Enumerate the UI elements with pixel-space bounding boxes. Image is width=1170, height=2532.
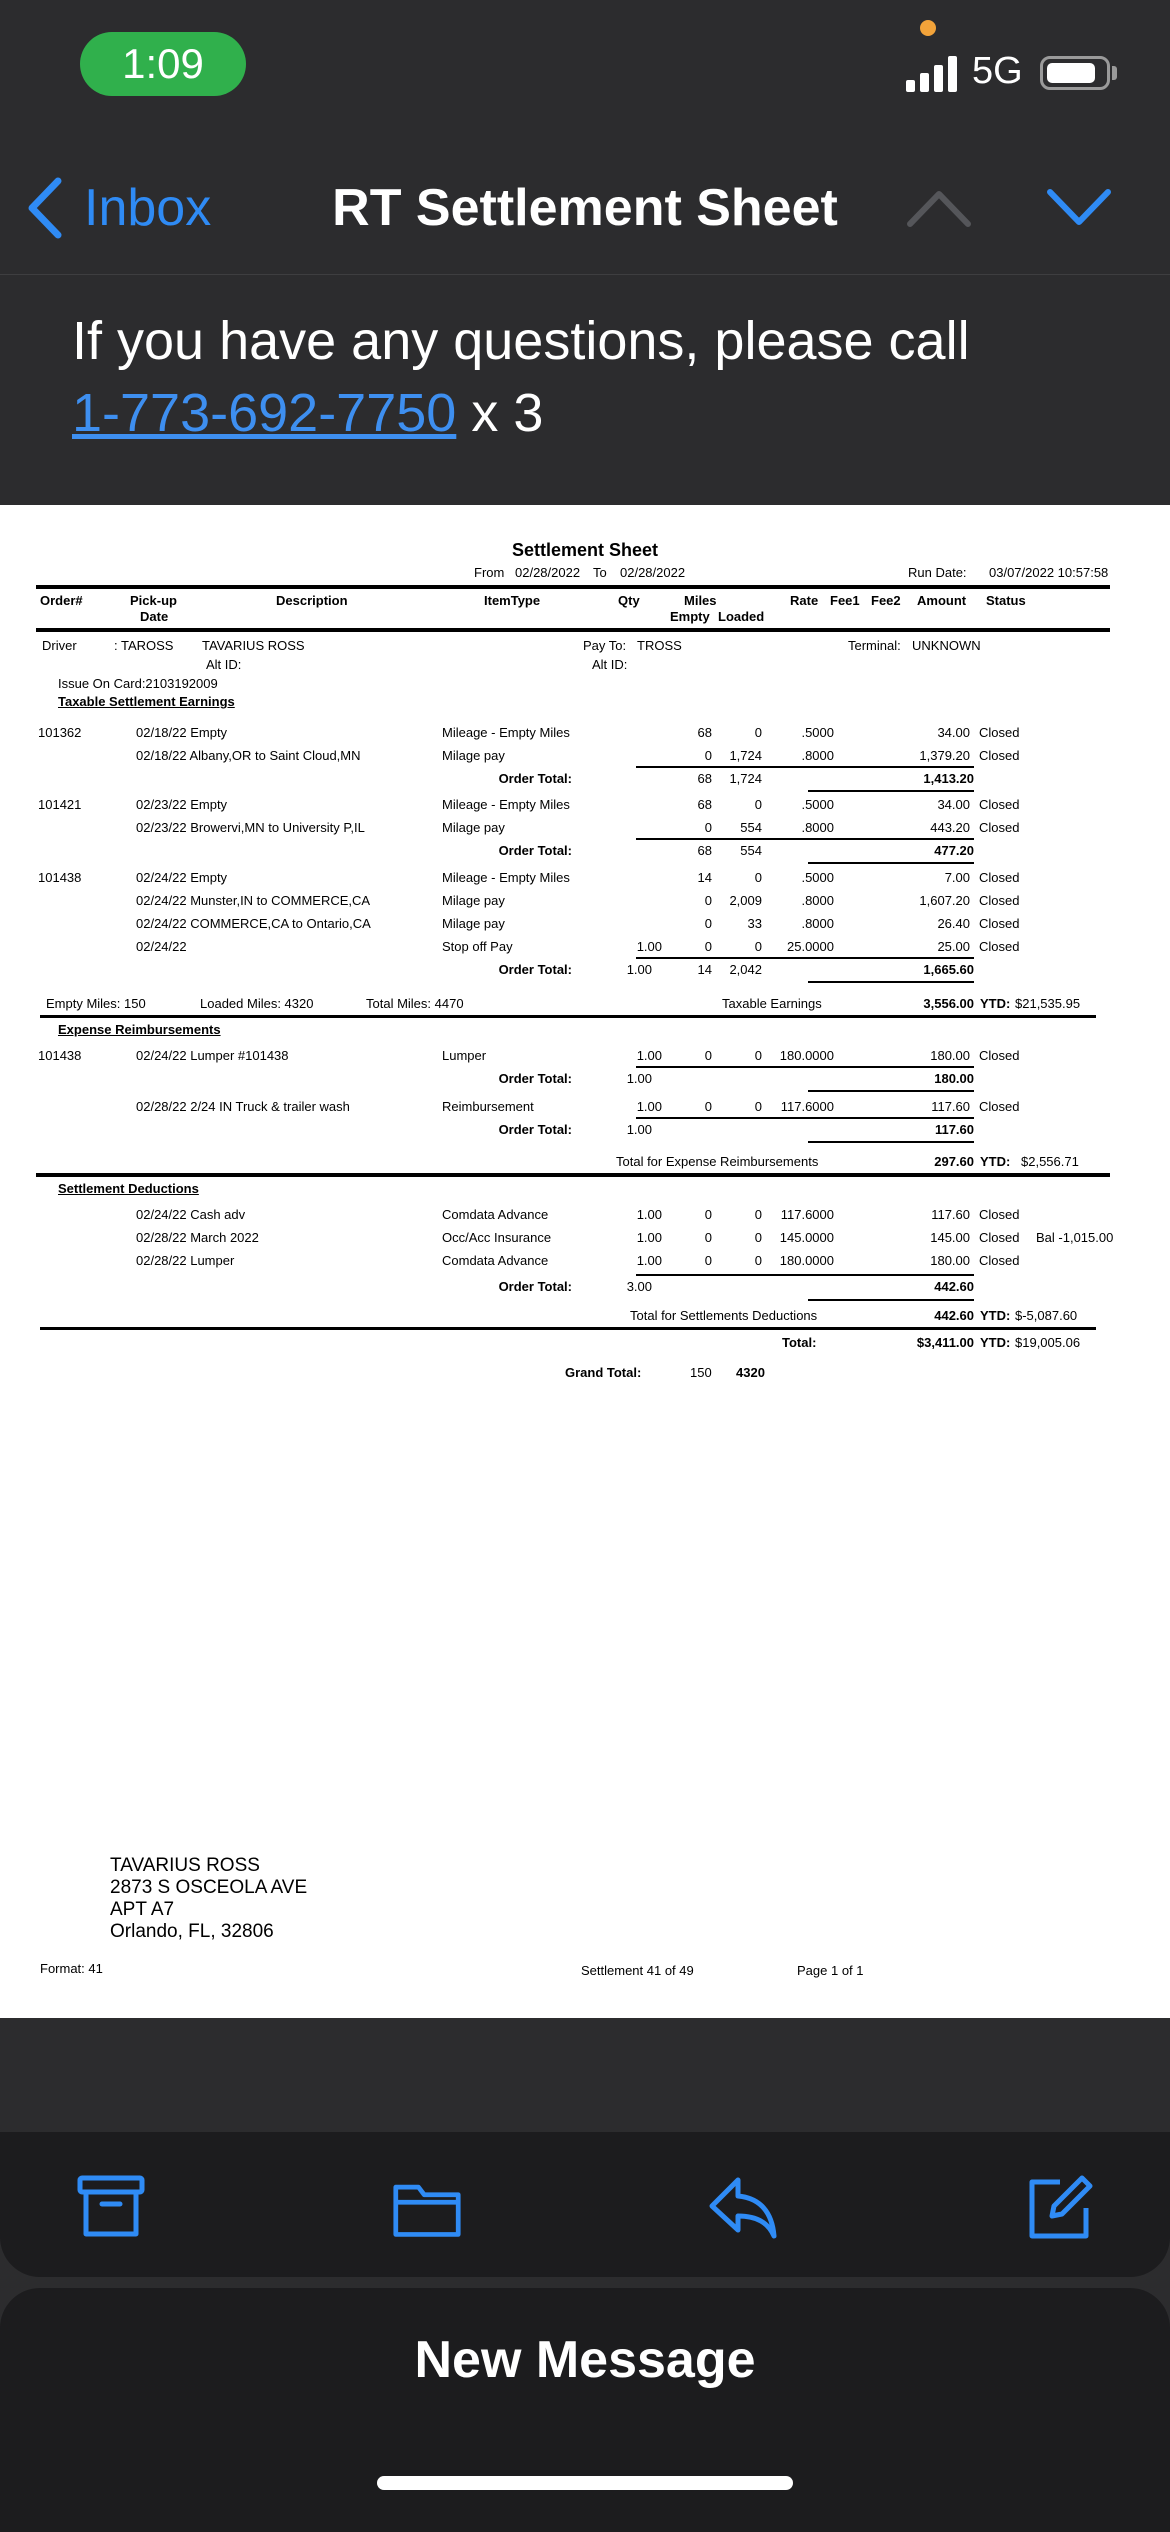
bottom-toolbar	[0, 2132, 1170, 2277]
header-pickup: Pick-up	[130, 593, 177, 608]
new-message-sheet[interactable]	[0, 2288, 1170, 2532]
run-date-label: Run Date:	[908, 565, 967, 580]
row-loaded-miles: 0	[754, 1048, 762, 1063]
row-loaded-miles: 0	[754, 1207, 762, 1222]
back-to-inbox-button[interactable]	[22, 170, 211, 246]
header-fee2: Fee2	[871, 593, 901, 608]
subtotal-rule	[636, 1117, 974, 1119]
row-empty-miles: 0	[704, 893, 712, 908]
subtotal-rule	[636, 957, 974, 959]
folder-icon[interactable]	[392, 2172, 462, 2242]
row-empty-miles: 0	[704, 1099, 712, 1114]
deduction-ytd: $-5,087.60	[1015, 1308, 1078, 1323]
row-description: 02/24/22 Lumper #101438	[136, 1048, 289, 1063]
next-message-chevron-down-icon[interactable]	[1044, 182, 1114, 232]
cellular-signal-icon	[906, 56, 958, 92]
summary-empty-miles: Empty Miles: 150	[46, 996, 146, 1011]
alt-id-label-2: Alt ID:	[592, 657, 628, 672]
order-total-label: Order Total:	[498, 771, 572, 786]
order-total-rule	[808, 981, 974, 983]
order-total-label: Order Total:	[498, 1071, 572, 1086]
row-amount: 180.00	[930, 1048, 970, 1063]
order-total-loaded: 554	[740, 843, 762, 858]
taxable-ytd: $21,535.95	[1015, 996, 1081, 1011]
expense-total-label: Total for Expense Reimbursements	[616, 1154, 819, 1169]
order-total-empty: 68	[697, 843, 712, 858]
taxable-ytd-label: YTD:	[980, 996, 1011, 1011]
row-qty: 1.00	[636, 1207, 662, 1222]
order-total-qty: 1.00	[626, 962, 652, 977]
deduction-subtotal-rule	[636, 1274, 974, 1276]
order-total-amount: 1,413.20	[923, 771, 974, 786]
reply-icon[interactable]	[708, 2172, 778, 2242]
row-item-type: Occ/Acc Insurance	[442, 1230, 552, 1245]
order-total-amount: 1,665.60	[923, 962, 974, 977]
row-amount: 7.00	[944, 870, 970, 885]
row-status: Closed	[979, 1048, 1020, 1063]
deduction-order-total-label: Order Total:	[498, 1279, 572, 1294]
row-item-type: Comdata Advance	[442, 1253, 549, 1268]
address-line-4: Orlando, FL, 32806	[110, 1921, 274, 1942]
row-rate: .8000	[801, 916, 834, 931]
row-rate: .5000	[801, 870, 834, 885]
row-qty: 1.00	[636, 1230, 662, 1245]
row-loaded-miles: 0	[754, 1099, 762, 1114]
settlement-count: Settlement 41 of 49	[581, 1963, 694, 1978]
header-description: Description	[276, 593, 348, 608]
row-loaded-miles: 554	[740, 820, 762, 835]
row-amount: 34.00	[937, 725, 970, 740]
order-total-label: Order Total:	[498, 843, 572, 858]
driver-code: : TAROSS	[114, 638, 174, 653]
row-status: Closed	[979, 1253, 1020, 1268]
section-taxable-earnings: Taxable Settlement Earnings	[58, 694, 235, 709]
summary-total-miles: Total Miles: 4470	[366, 996, 464, 1011]
grand-total-empty: 150	[690, 1365, 712, 1380]
order-total-qty: 1.00	[626, 1071, 652, 1086]
network-type: 5G	[972, 50, 1023, 92]
address-line-3: APT A7	[110, 1899, 175, 1920]
driver-name: TAVARIUS ROSS	[202, 638, 305, 653]
pay-to-label: Pay To:	[583, 638, 627, 653]
header-order: Order#	[40, 593, 83, 608]
row-qty: 1.00	[636, 1099, 662, 1114]
order-total-label: Order Total:	[498, 962, 572, 977]
order-total-rule	[808, 790, 974, 792]
row-loaded-miles: 33	[747, 916, 762, 931]
row-rate: .8000	[801, 748, 834, 763]
grand-total-label: Grand Total:	[565, 1365, 642, 1380]
row-rate: .8000	[801, 820, 834, 835]
grand-total-loaded: 4320	[736, 1365, 765, 1380]
row-loaded-miles: 0	[754, 725, 762, 740]
deduction-order-total-qty: 3.00	[626, 1279, 652, 1294]
row-amount: 117.60	[931, 1099, 970, 1114]
row-empty-miles: 0	[704, 916, 712, 931]
deduction-total-rule	[808, 1299, 974, 1301]
row-item-type: Milage pay	[442, 748, 505, 763]
row-amount: 145.00	[930, 1230, 970, 1245]
row-description: 02/24/22	[136, 939, 187, 954]
order-total-qty: 1.00	[626, 1122, 652, 1137]
row-rate: 180.0000	[779, 1048, 834, 1063]
settlement-sheet-document	[0, 505, 1170, 2018]
to-date: 02/28/2022	[620, 565, 686, 580]
row-rate: 117.6000	[780, 1207, 834, 1222]
row-rate: 180.0000	[779, 1253, 834, 1268]
terminal-label: Terminal:	[848, 638, 901, 653]
row-amount: 117.60	[931, 1207, 970, 1222]
archive-icon[interactable]	[76, 2172, 146, 2242]
row-description: 02/18/22 Empty	[136, 725, 228, 740]
row-item-type: Mileage - Empty Miles	[442, 725, 570, 740]
row-status: Closed	[979, 725, 1020, 740]
row-description: 02/23/22 Empty	[136, 797, 228, 812]
row-loaded-miles: 0	[754, 870, 762, 885]
alt-id-label: Alt ID:	[206, 657, 242, 672]
subtotal-rule	[636, 838, 974, 840]
order-total-empty: 14	[697, 962, 712, 977]
summary-rule	[40, 1015, 1096, 1018]
row-description: 02/24/22 COMMERCE,CA to Ontario,CA	[136, 916, 371, 931]
row-loaded-miles: 1,724	[729, 748, 762, 763]
row-description: 02/28/22 Lumper	[136, 1253, 235, 1268]
row-order-number: 101438	[38, 870, 82, 885]
order-total-amount: 117.60	[934, 1122, 974, 1137]
row-rate: 145.0000	[779, 1230, 834, 1245]
new-message-title[interactable]: New Message	[414, 2331, 756, 2389]
section-expense-reimbursements: Expense Reimbursements	[58, 1022, 221, 1037]
row-order-number: 101438	[38, 1048, 82, 1063]
order-total-rule	[808, 1090, 974, 1092]
phone-number-link[interactable]: 1-773-692-7750	[72, 383, 457, 443]
row-order-number: 101362	[38, 725, 82, 740]
battery-icon	[1040, 56, 1110, 90]
header-date: Date	[140, 609, 169, 624]
row-description: 02/18/22 Albany,OR to Saint Cloud,MN	[136, 748, 361, 763]
deduction-total-label: Total for Settlements Deductions	[630, 1308, 818, 1323]
chevron-left-icon	[22, 175, 68, 241]
row-status: Closed	[979, 820, 1020, 835]
header-rate: Rate	[790, 593, 819, 608]
row-status: Closed	[979, 916, 1020, 931]
row-description: 02/28/22 2/24 IN Truck & trailer wash	[136, 1099, 350, 1114]
from-date: 02/28/2022	[515, 565, 581, 580]
row-amount: 443.20	[930, 820, 970, 835]
grand-rule	[40, 1327, 1096, 1330]
pay-to: TROSS	[637, 638, 682, 653]
row-loaded-miles: 2,009	[729, 893, 762, 908]
row-amount: 26.40	[937, 916, 970, 931]
total-label: Total:	[782, 1335, 817, 1350]
row-description: 02/28/22 March 2022	[136, 1230, 259, 1245]
row-empty-miles: 68	[697, 725, 712, 740]
deduction-total: 442.60	[934, 1308, 974, 1323]
row-status: Closed	[979, 1207, 1020, 1222]
row-description: 02/24/22 Cash adv	[136, 1207, 246, 1222]
header-top-rule	[36, 585, 1110, 589]
order-total-amount: 477.20	[934, 843, 974, 858]
row-qty: 1.00	[636, 1048, 662, 1063]
subtotal-rule	[636, 1066, 974, 1068]
row-status: Closed	[979, 939, 1020, 954]
deduction-ytd-label: YTD:	[980, 1308, 1011, 1323]
row-status: Closed	[979, 1099, 1020, 1114]
row-item-type: Lumper	[442, 1048, 487, 1063]
taxable-earnings-amount: 3,556.00	[923, 996, 974, 1011]
message-text: If you have any questions, please call	[72, 311, 970, 371]
to-label: To	[593, 565, 607, 580]
issue-on-card: Issue On Card:2103192009	[58, 676, 218, 691]
message-subject-title: RT Settlement Sheet	[332, 179, 838, 237]
row-item-type: Milage pay	[442, 916, 505, 931]
row-amount: 25.00	[937, 939, 970, 954]
row-amount: 1,607.20	[919, 893, 970, 908]
row-description: 02/23/22 Browervi,MN to University P,IL	[136, 820, 365, 835]
format-label: Format: 41	[40, 1961, 103, 1976]
address-line-1: TAVARIUS ROSS	[110, 1855, 260, 1876]
order-total-empty: 68	[697, 771, 712, 786]
total-ytd: $19,005.06	[1015, 1335, 1081, 1350]
row-empty-miles: 0	[704, 1253, 712, 1268]
order-total-label: Order Total:	[498, 1122, 572, 1137]
summary-loaded-miles: Loaded Miles: 4320	[200, 996, 314, 1011]
from-label: From	[474, 565, 505, 580]
row-order-number: 101421	[38, 797, 82, 812]
row-empty-miles: 0	[704, 820, 712, 835]
home-indicator[interactable]	[377, 2476, 793, 2490]
expense-total: 297.60	[934, 1154, 974, 1169]
row-amount: 34.00	[937, 797, 970, 812]
row-loaded-miles: 0	[754, 1230, 762, 1245]
row-item-type: Comdata Advance	[442, 1207, 549, 1222]
page-count: Page 1 of 1	[797, 1963, 864, 1978]
order-total-amount: 180.00	[934, 1071, 974, 1086]
row-item-type: Mileage - Empty Miles	[442, 870, 570, 885]
expense-ytd: $2,556.71	[1021, 1154, 1079, 1169]
row-item-type: Milage pay	[442, 820, 505, 835]
compose-icon[interactable]	[1024, 2172, 1094, 2242]
header-bottom-rule	[36, 628, 1110, 632]
row-loaded-miles: 0	[754, 797, 762, 812]
order-total-loaded: 1,724	[729, 771, 762, 786]
row-amount: 1,379.20	[919, 748, 970, 763]
header-loaded: Loaded	[718, 609, 765, 624]
row-description: 02/24/22 Empty	[136, 870, 228, 885]
row-balance: Bal -1,015.00	[1036, 1230, 1114, 1245]
row-description: 02/24/22 Munster,IN to COMMERCE,CA	[136, 893, 371, 908]
row-item-type: Milage pay	[442, 893, 505, 908]
address-line-2: 2873 S OSCEOLA AVE	[110, 1877, 308, 1898]
row-loaded-miles: 0	[754, 939, 762, 954]
row-status: Closed	[979, 893, 1020, 908]
privacy-indicator-dot	[920, 20, 936, 36]
header-amount: Amount	[917, 593, 967, 608]
row-empty-miles: 68	[697, 797, 712, 812]
row-rate: 25.0000	[787, 939, 834, 954]
row-empty-miles: 0	[704, 939, 712, 954]
header-itemtype: ItemType	[484, 593, 541, 608]
phone-extension: x 3	[456, 383, 544, 443]
header-status: Status	[986, 593, 1026, 608]
row-status: Closed	[979, 1230, 1020, 1245]
row-item-type: Mileage - Empty Miles	[442, 797, 570, 812]
row-empty-miles: 0	[704, 1207, 712, 1222]
row-rate: .5000	[801, 797, 834, 812]
row-status: Closed	[979, 797, 1020, 812]
run-date: 03/07/2022 10:57:58	[989, 565, 1109, 580]
terminal: UNKNOWN	[912, 638, 981, 653]
row-rate: .5000	[801, 725, 834, 740]
subtotal-rule	[636, 766, 974, 768]
expense-ytd-label: YTD:	[980, 1154, 1011, 1169]
row-amount: 180.00	[930, 1253, 970, 1268]
row-item-type: Stop off Pay	[442, 939, 513, 954]
header-qty: Qty	[618, 593, 640, 608]
expense-rule	[36, 1173, 1110, 1177]
message-text-phone-line	[72, 382, 543, 444]
total-amount: $3,411.00	[916, 1335, 974, 1350]
status-time: 1:09	[80, 32, 246, 96]
header-empty: Empty	[670, 609, 710, 624]
battery-tip	[1112, 66, 1117, 80]
row-empty-miles: 0	[704, 1048, 712, 1063]
taxable-earnings-label: Taxable Earnings	[722, 996, 822, 1011]
back-label: Inbox	[84, 179, 212, 237]
row-qty: 1.00	[636, 1253, 662, 1268]
row-status: Closed	[979, 748, 1020, 763]
row-rate: 117.6000	[780, 1099, 834, 1114]
row-status: Closed	[979, 870, 1020, 885]
deduction-order-total: 442.60	[934, 1279, 974, 1294]
header-miles: Miles	[684, 593, 717, 608]
header-fee1: Fee1	[830, 593, 860, 608]
order-total-loaded: 2,042	[729, 962, 762, 977]
row-empty-miles: 0	[704, 1230, 712, 1245]
total-ytd-label: YTD:	[980, 1335, 1011, 1350]
row-item-type: Reimbursement	[442, 1099, 534, 1114]
row-empty-miles: 0	[704, 748, 712, 763]
order-total-rule	[808, 862, 974, 864]
driver-label: Driver	[42, 638, 77, 653]
section-settlement-deductions: Settlement Deductions	[58, 1181, 199, 1196]
row-empty-miles: 14	[697, 870, 712, 885]
previous-message-chevron-up-icon[interactable]	[904, 182, 974, 232]
doc-title: Settlement Sheet	[512, 540, 659, 560]
order-total-rule	[808, 1141, 974, 1143]
row-loaded-miles: 0	[754, 1253, 762, 1268]
row-qty: 1.00	[636, 939, 662, 954]
row-rate: .8000	[801, 893, 834, 908]
